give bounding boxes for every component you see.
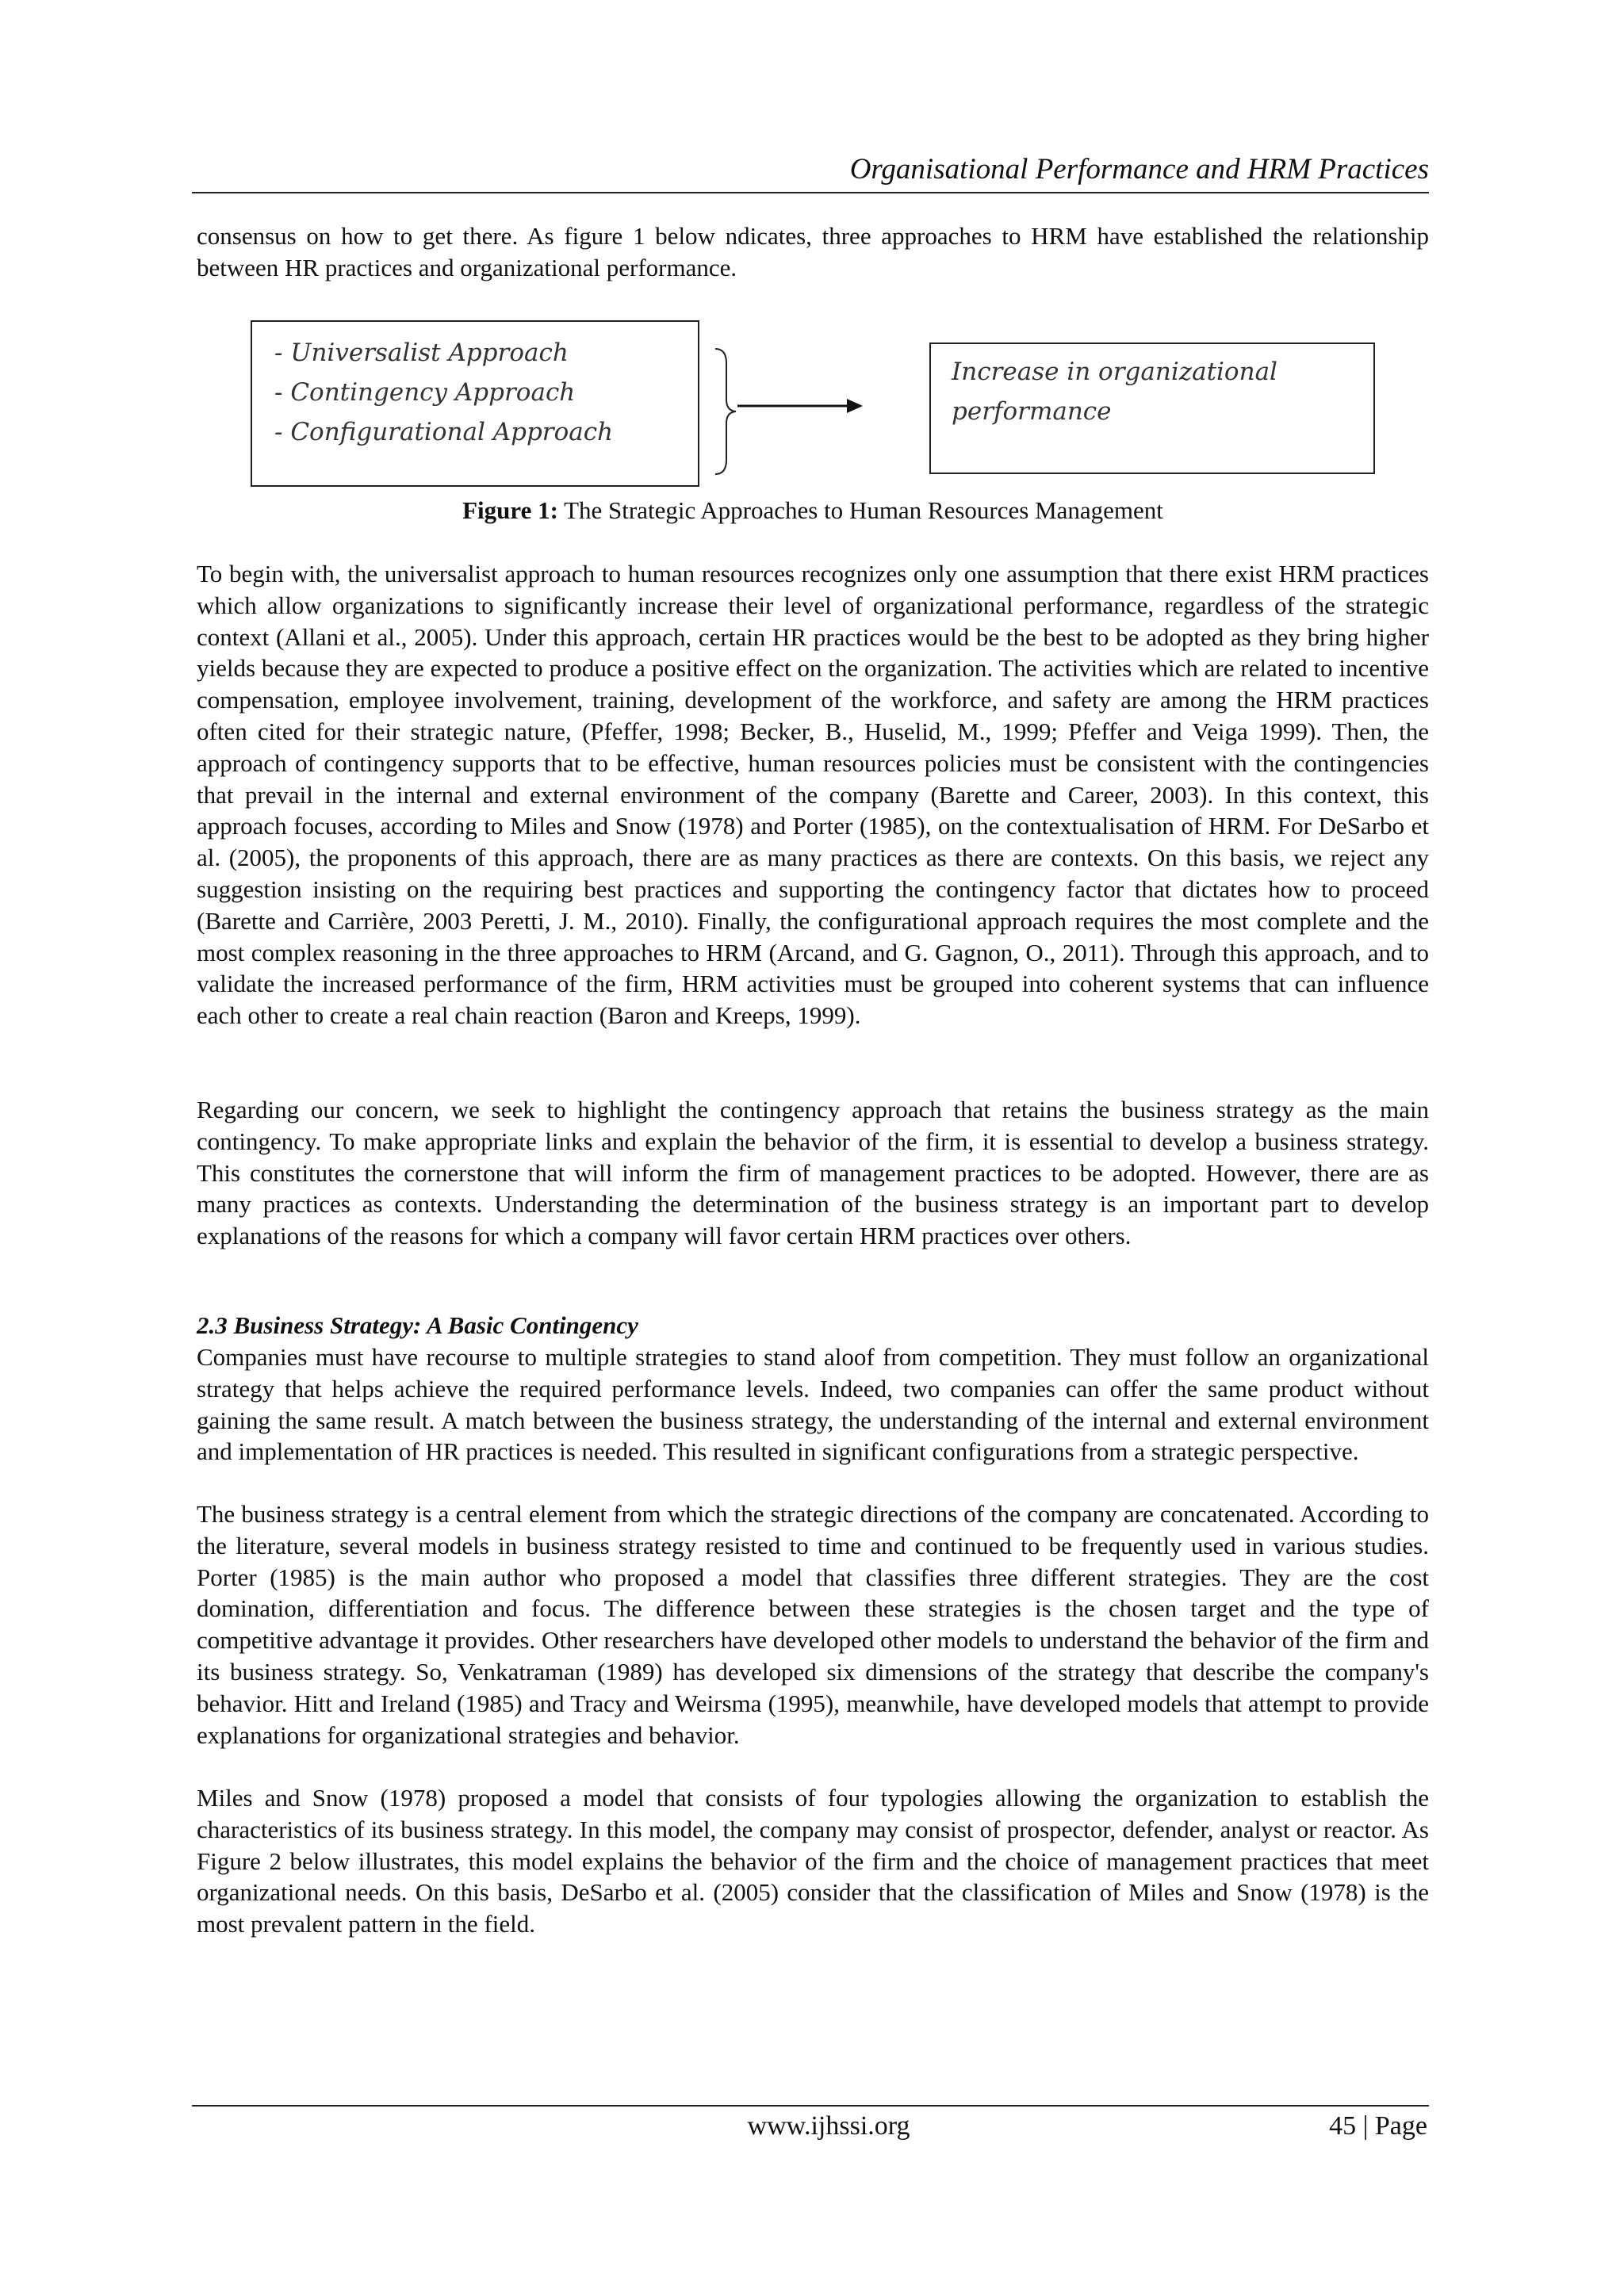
approach-item-universalist: - Universalist Approach (274, 339, 569, 367)
outcome-box (929, 342, 1375, 474)
section-heading-text: 2.3 Business Strategy: A Basic Contingency (197, 1311, 638, 1339)
section-heading (197, 1310, 1429, 1341)
footer-rule (192, 2105, 1429, 2107)
intro-paragraph: consensus on how to get there. As figure 1 below ndicates, three approaches to HRM have established the relationship between HR practices and organizational performance. (197, 222, 1429, 281)
page-number: 45 | Page (1329, 2111, 1427, 2141)
running-header: Organisational Performance and HRM Practices (849, 153, 1429, 186)
approach-item-configurational: - Configurational Approach (274, 418, 614, 446)
body-paragraph-4: The business strategy is a central element from which the strategic directions of the company are concatenated. According to the literature, several models in business strategy resisted to time and continued to be frequently used in various studies. Porter (1985) is the main author who proposed a model that classifies three different strategies. They are the cost domination, differentiation and focus. The difference between these strategies is the chosen target and the type of competitive advantage it provides. Other researchers have developed other models to understand the behavior of the firm and its business strategy. So, Venkatraman (1989) has developed six dimensions of the strategy that describe the company's behavior. Hitt and Ireland (1985) and Tracy and Weirsma (1995), meanwhile, have developed models that attempt to provide explanations for organizational strategies and behavior. (197, 1500, 1429, 1749)
body-paragraph-5: Miles and Snow (1978) proposed a model that consists of four typologies allowing the organization to establish the characteristics of its business strategy. In this model, the company may consist of prospector, defender, analyst or reactor. As Figure 2 below illustrates, this model explains the behavior of the firm and the choice of management practices that meet organizational needs. On this basis, DeSarbo et al. (2005) consider that the classification of Miles and Snow (1978) is the most prevalent pattern in the field. (197, 1784, 1429, 1938)
body-paragraph-1: To begin with, the universalist approach to human resources recognizes only one assumption that there exist HRM practices which allow organizations to significantly increase their level of organizational performance, regardless of the strategic context (Allani et al., 2005). Under this approach, certain HR practices would be the best to be adopted as they bring higher yields because they are expected to produce a positive effect on the organization. The activities which are related to incentive compensation, employee involvement, training, development of the workforce, and safety are among the HRM practices often cited for their strategic nature, (Pfeffer, 1998; Becker, B., Huselid, M., 1999; Pfeffer and Veiga 1999). Then, the approach of contingency supports that to be effective, human resources policies must be consistent with the contingencies that prevail in the internal and external environment of the company (Barette and Career, 2003). In this context, this approach focuses, according to Miles and Snow (1978) and Porter (1985), on the contextualisation of HRM. For DeSarbo et al. (2005), the proponents of this approach, there are as many practices as there are contexts. On this basis, we reject any suggestion insisting on the requiring best practices and supporting the contingency factor that dictates how to proceed (Barette and Carrière, 2003 Peretti, J. M., 2010). Finally, the configurational approach requires the most complete and the most complex reasoning in the three approaches to HRM (Arcand, and G. Gagnon, O., 2011). Through this approach, and to validate the increased performance of the firm, HRM activities must be grouped into coherent systems that can influence each other to create a real chain reaction (Baron and Kreeps, 1999). (197, 560, 1429, 1030)
body-paragraph-2: Regarding our concern, we seek to highlight the contingency approach that retains the business strategy as the main contingency. To make appropriate links and explain the behavior of the firm, it is essential to develop a business strategy. This constitutes the cornerstone that will inform the firm of management practices to be adopted. However, there are as many practices as contexts. Understanding the determination of the business strategy is an important part to develop explanations of the reasons for which a company will favor certain HRM practices over others. (197, 1096, 1429, 1250)
approach-item-contingency: - Contingency Approach (274, 378, 576, 407)
figure-caption (197, 495, 1429, 526)
figure-1 (246, 317, 1376, 499)
footer-url: www.ijhssi.org (747, 2111, 910, 2141)
caption-label: Figure 1: (462, 496, 558, 524)
body-paragraph-3: Companies must have recourse to multiple strategies to stand aloof from competition. They must follow an organizational strategy that helps achieve the required performance levels. Indeed, two companies can offer the same product without gaining the same result. A match between the business strategy, the understanding of the internal and external environment and implementation of HR practices is needed. This resulted in significant configurations from a strategic perspective. (197, 1343, 1429, 1466)
caption-text: The Strategic Approaches to Human Resources Management (557, 496, 1163, 524)
approaches-box (251, 320, 699, 487)
outcome-text: Increase in organizational performance (952, 358, 1277, 426)
arrow-right-icon (737, 396, 864, 415)
header-rule (192, 192, 1429, 193)
